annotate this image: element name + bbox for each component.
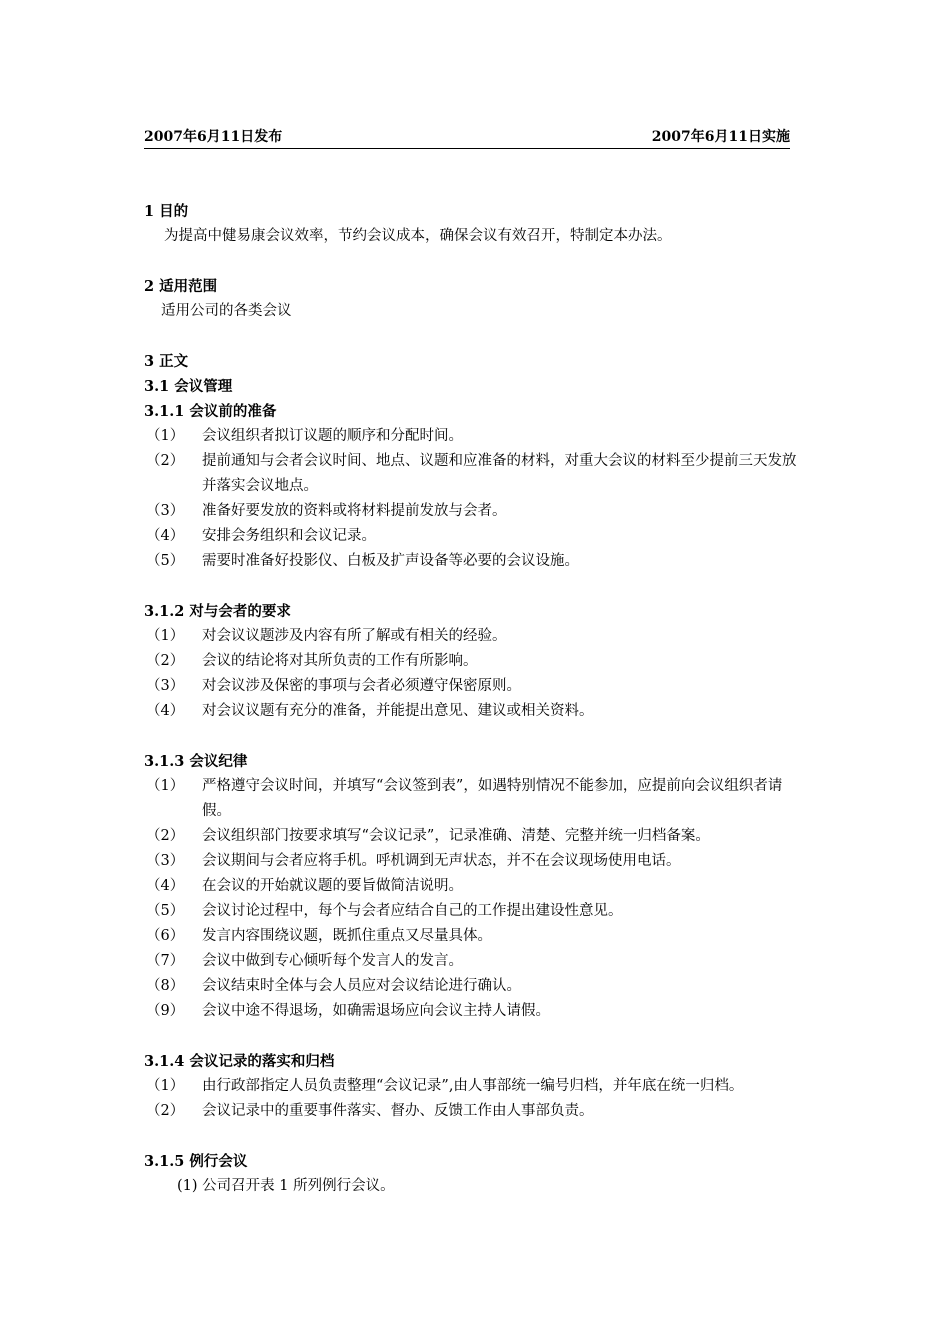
issue-date: 2007年6月11日发布 bbox=[144, 129, 283, 145]
list-item: （4） 对会议议题有充分的准备，并能提出意见、建议或相关资料。 bbox=[146, 703, 594, 719]
list-item: （1） 会议组织者拟订议题的顺序和分配时间。 bbox=[146, 428, 463, 444]
section-3-1-1-title: 3.1.1 会议前的准备 bbox=[144, 403, 277, 420]
list-item: （2） 会议的结论将对其所负责的工作有所影响。 bbox=[146, 653, 478, 669]
section-3-1-4-title: 3.1.4 会议记录的落实和归档 bbox=[144, 1053, 335, 1070]
list-item: （3） 对会议涉及保密的事项与会者必须遵守保密原则。 bbox=[146, 678, 521, 694]
section-2-text: 适用公司的各类会议 bbox=[161, 303, 292, 319]
list-item: （5） 需要时准备好投影仪、白板及扩声设备等必要的会议设施。 bbox=[146, 553, 579, 569]
section-3-1-4-list bbox=[144, 1074, 806, 1124]
section-3-1-3-list bbox=[144, 774, 806, 1024]
section-3-1-3-title: 3.1.3 会议纪律 bbox=[144, 753, 248, 770]
section-1-text: 为提高中健易康会议效率，节约会议成本，确保会议有效召开，特制定本办法。 bbox=[164, 228, 672, 244]
list-item: （2） 提前通知与会者会议时间、地点、议题和应准备的材料，对重大会议的材料至少提前三天发放并落实会议地点。 bbox=[146, 453, 797, 494]
list-item: （3） 准备好要发放的资料或将材料提前发放与会者。 bbox=[146, 503, 507, 519]
list-item: （5） 会议讨论过程中，每个与会者应结合自己的工作提出建设性意见。 bbox=[146, 903, 623, 919]
list-item: （2） 会议记录中的重要事件落实、督办、反馈工作由人事部负责。 bbox=[146, 1103, 594, 1119]
document-header bbox=[144, 126, 790, 149]
list-item: （4） 在会议的开始就议题的要旨做简洁说明。 bbox=[146, 878, 463, 894]
list-item: （1） 对会议议题涉及内容有所了解或有相关的经验。 bbox=[146, 628, 507, 644]
list-item: （1） 严格遵守会议时间，并填写“会议签到表”，如遇特别情况不能参加，应提前向会议组织者请假。 bbox=[146, 778, 783, 819]
list-item: （1） 由行政部指定人员负责整理“会议记录”,由人事部统一编号归档，并年底在统一归档。 bbox=[146, 1078, 744, 1094]
list-item: （3） 会议期间与会者应将手机。呼机调到无声状态，并不在会议现场使用电话。 bbox=[146, 853, 681, 869]
section-3-1-5-item: (1) 公司召开表 1 所列例行会议。 bbox=[177, 1178, 395, 1194]
list-item: （6） 发言内容围绕议题，既抓住重点又尽量具体。 bbox=[146, 928, 492, 944]
list-item: （4） 安排会务组织和会议记录。 bbox=[146, 528, 376, 544]
list-item: （2） 会议组织部门按要求填写“会议记录”，记录准确、清楚、完整并统一归档备案。 bbox=[146, 828, 710, 844]
section-3-1-2-title: 3.1.2 对与会者的要求 bbox=[144, 603, 291, 620]
section-3-title: 3 正文 bbox=[144, 353, 189, 370]
list-item: （9） 会议中途不得退场，如确需退场应向会议主持人请假。 bbox=[146, 1003, 550, 1019]
section-3-1-title: 3.1 会议管理 bbox=[144, 378, 233, 395]
section-1-title: 1 目的 bbox=[144, 203, 189, 220]
list-item: （7） 会议中做到专心倾听每个发言人的发言。 bbox=[146, 953, 463, 969]
list-item: （8） 会议结束时全体与会人员应对会议结论进行确认。 bbox=[146, 978, 521, 994]
section-2-title: 2 适用范围 bbox=[144, 278, 218, 295]
document-body bbox=[144, 199, 806, 1199]
section-3-1-2-list bbox=[144, 624, 806, 724]
section-3-1-1-list bbox=[144, 424, 806, 574]
effective-date: 2007年6月11日实施 bbox=[651, 129, 790, 145]
section-3-1-5-title: 3.1.5 例行会议 bbox=[144, 1153, 248, 1170]
